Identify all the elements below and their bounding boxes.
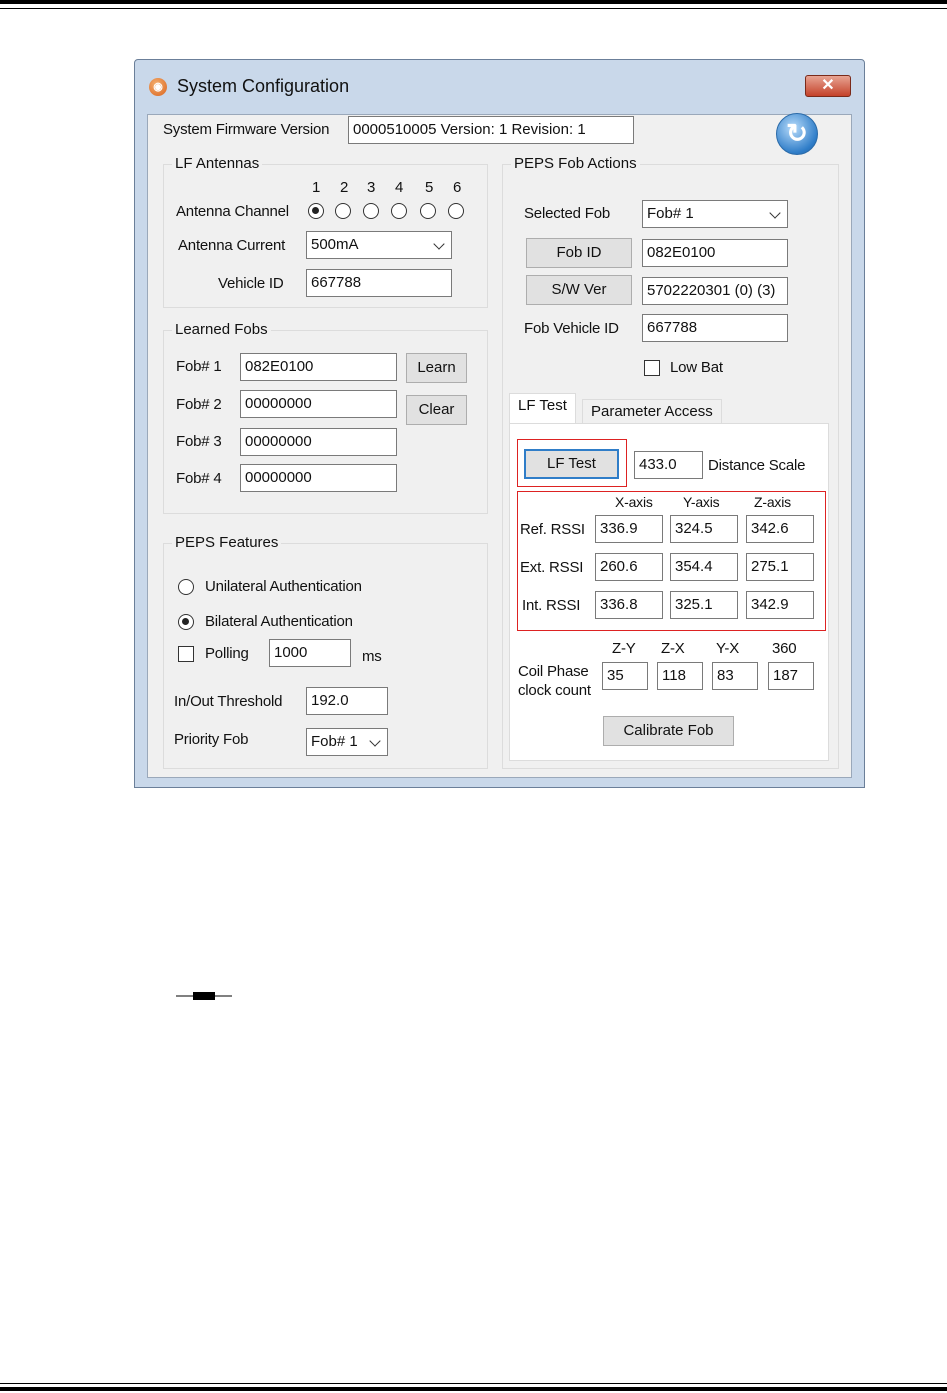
vehicle-id-label: Vehicle ID bbox=[218, 275, 284, 292]
fob1-field[interactable]: 082E0100 bbox=[240, 353, 397, 381]
antenna-channel-radio-3[interactable] bbox=[363, 203, 379, 219]
lf-antennas-title: LF Antennas bbox=[172, 155, 262, 172]
fob1-label: Fob# 1 bbox=[176, 358, 222, 375]
bilateral-radio[interactable] bbox=[178, 614, 194, 630]
antenna-channel-radio-6[interactable] bbox=[448, 203, 464, 219]
ref-rssi-y[interactable]: 324.5 bbox=[670, 515, 738, 543]
threshold-label: In/Out Threshold bbox=[174, 693, 283, 710]
fob-id-button[interactable]: Fob ID bbox=[526, 238, 632, 268]
phase-zx-field[interactable]: 118 bbox=[657, 662, 703, 690]
priority-fob-select[interactable]: Fob# 1 bbox=[306, 728, 388, 756]
bottom-rule-thin bbox=[0, 1383, 947, 1384]
tab-lf-test[interactable]: LF Test bbox=[509, 393, 576, 423]
learned-fobs-title: Learned Fobs bbox=[172, 321, 271, 338]
phase-zy-field[interactable]: 35 bbox=[602, 662, 648, 690]
channel-number-2: 2 bbox=[340, 179, 349, 196]
channel-number-6: 6 bbox=[453, 179, 462, 196]
ext-rssi-z[interactable]: 275.1 bbox=[746, 553, 814, 581]
refresh-icon[interactable] bbox=[776, 113, 818, 155]
phase-header-360: 360 bbox=[772, 640, 797, 657]
top-rule bbox=[0, 0, 947, 4]
phase-header-yx: Y-X bbox=[716, 640, 740, 657]
selected-fob-select[interactable]: Fob# 1 bbox=[642, 200, 788, 228]
distance-scale-label: Distance Scale bbox=[708, 457, 806, 474]
close-button[interactable]: ✕ bbox=[805, 75, 851, 97]
vehicle-id-field[interactable]: 667788 bbox=[306, 269, 452, 297]
unilateral-label: Unilateral Authentication bbox=[205, 578, 362, 595]
calibrate-fob-button[interactable]: Calibrate Fob bbox=[603, 716, 734, 746]
lf-test-button[interactable]: LF Test bbox=[524, 449, 619, 479]
tab-parameter-access[interactable]: Parameter Access bbox=[582, 399, 722, 425]
bottom-rule bbox=[0, 1387, 947, 1391]
ref-rssi-z[interactable]: 342.6 bbox=[746, 515, 814, 543]
antenna-channel-radio-4[interactable] bbox=[391, 203, 407, 219]
ext-rssi-x[interactable]: 260.6 bbox=[595, 553, 663, 581]
threshold-field[interactable]: 192.0 bbox=[306, 687, 388, 715]
top-rule-thin bbox=[0, 8, 947, 9]
antenna-channel-radio-5[interactable] bbox=[420, 203, 436, 219]
phase-360-field[interactable]: 187 bbox=[768, 662, 814, 690]
fob4-label: Fob# 4 bbox=[176, 470, 222, 487]
selected-fob-label: Selected Fob bbox=[524, 205, 610, 222]
phase-yx-field[interactable]: 83 bbox=[712, 662, 758, 690]
int-rssi-z[interactable]: 342.9 bbox=[746, 591, 814, 619]
window-client bbox=[147, 114, 852, 778]
fob-vehicle-id-field[interactable]: 667788 bbox=[642, 314, 788, 342]
x-axis-header: X-axis bbox=[615, 494, 653, 510]
ext-rssi-y[interactable]: 354.4 bbox=[670, 553, 738, 581]
fob4-field[interactable]: 00000000 bbox=[240, 464, 397, 492]
polling-unit: ms bbox=[362, 648, 382, 665]
clock-count-label: clock count bbox=[518, 682, 591, 699]
z-axis-header: Z-axis bbox=[754, 494, 791, 510]
channel-number-3: 3 bbox=[367, 179, 376, 196]
low-bat-checkbox[interactable] bbox=[644, 360, 660, 376]
window-title: System Configuration bbox=[177, 76, 350, 96]
title-bar[interactable] bbox=[135, 60, 864, 114]
fob2-field[interactable]: 00000000 bbox=[240, 390, 397, 418]
fob3-field[interactable]: 00000000 bbox=[240, 428, 397, 456]
fob2-label: Fob# 2 bbox=[176, 396, 222, 413]
low-bat-label: Low Bat bbox=[670, 359, 723, 376]
firmware-field[interactable]: 0000510005 Version: 1 Revision: 1 bbox=[348, 116, 634, 144]
polling-label: Polling bbox=[205, 645, 249, 662]
phase-header-zy: Z-Y bbox=[612, 640, 636, 657]
ref-rssi-label: Ref. RSSI bbox=[520, 521, 585, 538]
polling-checkbox[interactable] bbox=[178, 646, 194, 662]
fob-id-field[interactable]: 082E0100 bbox=[642, 239, 788, 267]
channel-number-5: 5 bbox=[425, 179, 434, 196]
antenna-current-label: Antenna Current bbox=[178, 237, 286, 254]
distance-field[interactable]: 433.0 bbox=[634, 451, 703, 479]
ref-rssi-x[interactable]: 336.9 bbox=[595, 515, 663, 543]
firmware-label: System Firmware Version bbox=[163, 121, 330, 138]
antenna-channel-radio-1[interactable] bbox=[308, 203, 324, 219]
ext-rssi-label: Ext. RSSI bbox=[520, 559, 584, 576]
polling-field[interactable]: 1000 bbox=[269, 639, 351, 667]
antenna-channel-label: Antenna Channel bbox=[176, 203, 289, 220]
resistor-symbol-icon bbox=[176, 990, 232, 1002]
peps-features-title: PEPS Features bbox=[172, 534, 281, 551]
system-configuration-window bbox=[134, 59, 865, 788]
phase-header-zx: Z-X bbox=[661, 640, 685, 657]
int-rssi-x[interactable]: 336.8 bbox=[595, 591, 663, 619]
y-axis-header: Y-axis bbox=[683, 494, 720, 510]
sw-ver-button[interactable]: S/W Ver bbox=[526, 275, 632, 305]
channel-number-1: 1 bbox=[312, 179, 321, 196]
channel-number-4: 4 bbox=[395, 179, 404, 196]
int-rssi-label: Int. RSSI bbox=[522, 597, 581, 614]
peps-fob-actions-title: PEPS Fob Actions bbox=[511, 155, 640, 172]
priority-fob-label: Priority Fob bbox=[174, 731, 249, 748]
bilateral-label: Bilateral Authentication bbox=[205, 613, 353, 630]
learn-button[interactable]: Learn bbox=[406, 353, 467, 383]
antenna-current-select[interactable]: 500mA bbox=[306, 231, 452, 259]
clear-button[interactable]: Clear bbox=[406, 395, 467, 425]
antenna-channel-radio-2[interactable] bbox=[335, 203, 351, 219]
int-rssi-y[interactable]: 325.1 bbox=[670, 591, 738, 619]
coil-phase-label: Coil Phase bbox=[518, 663, 589, 680]
fob3-label: Fob# 3 bbox=[176, 433, 222, 450]
app-icon: ◉ bbox=[149, 78, 167, 96]
unilateral-radio[interactable] bbox=[178, 579, 194, 595]
fob-vehicle-id-label: Fob Vehicle ID bbox=[524, 320, 619, 337]
sw-ver-field[interactable]: 5702220301 (0) (3) bbox=[642, 277, 788, 305]
